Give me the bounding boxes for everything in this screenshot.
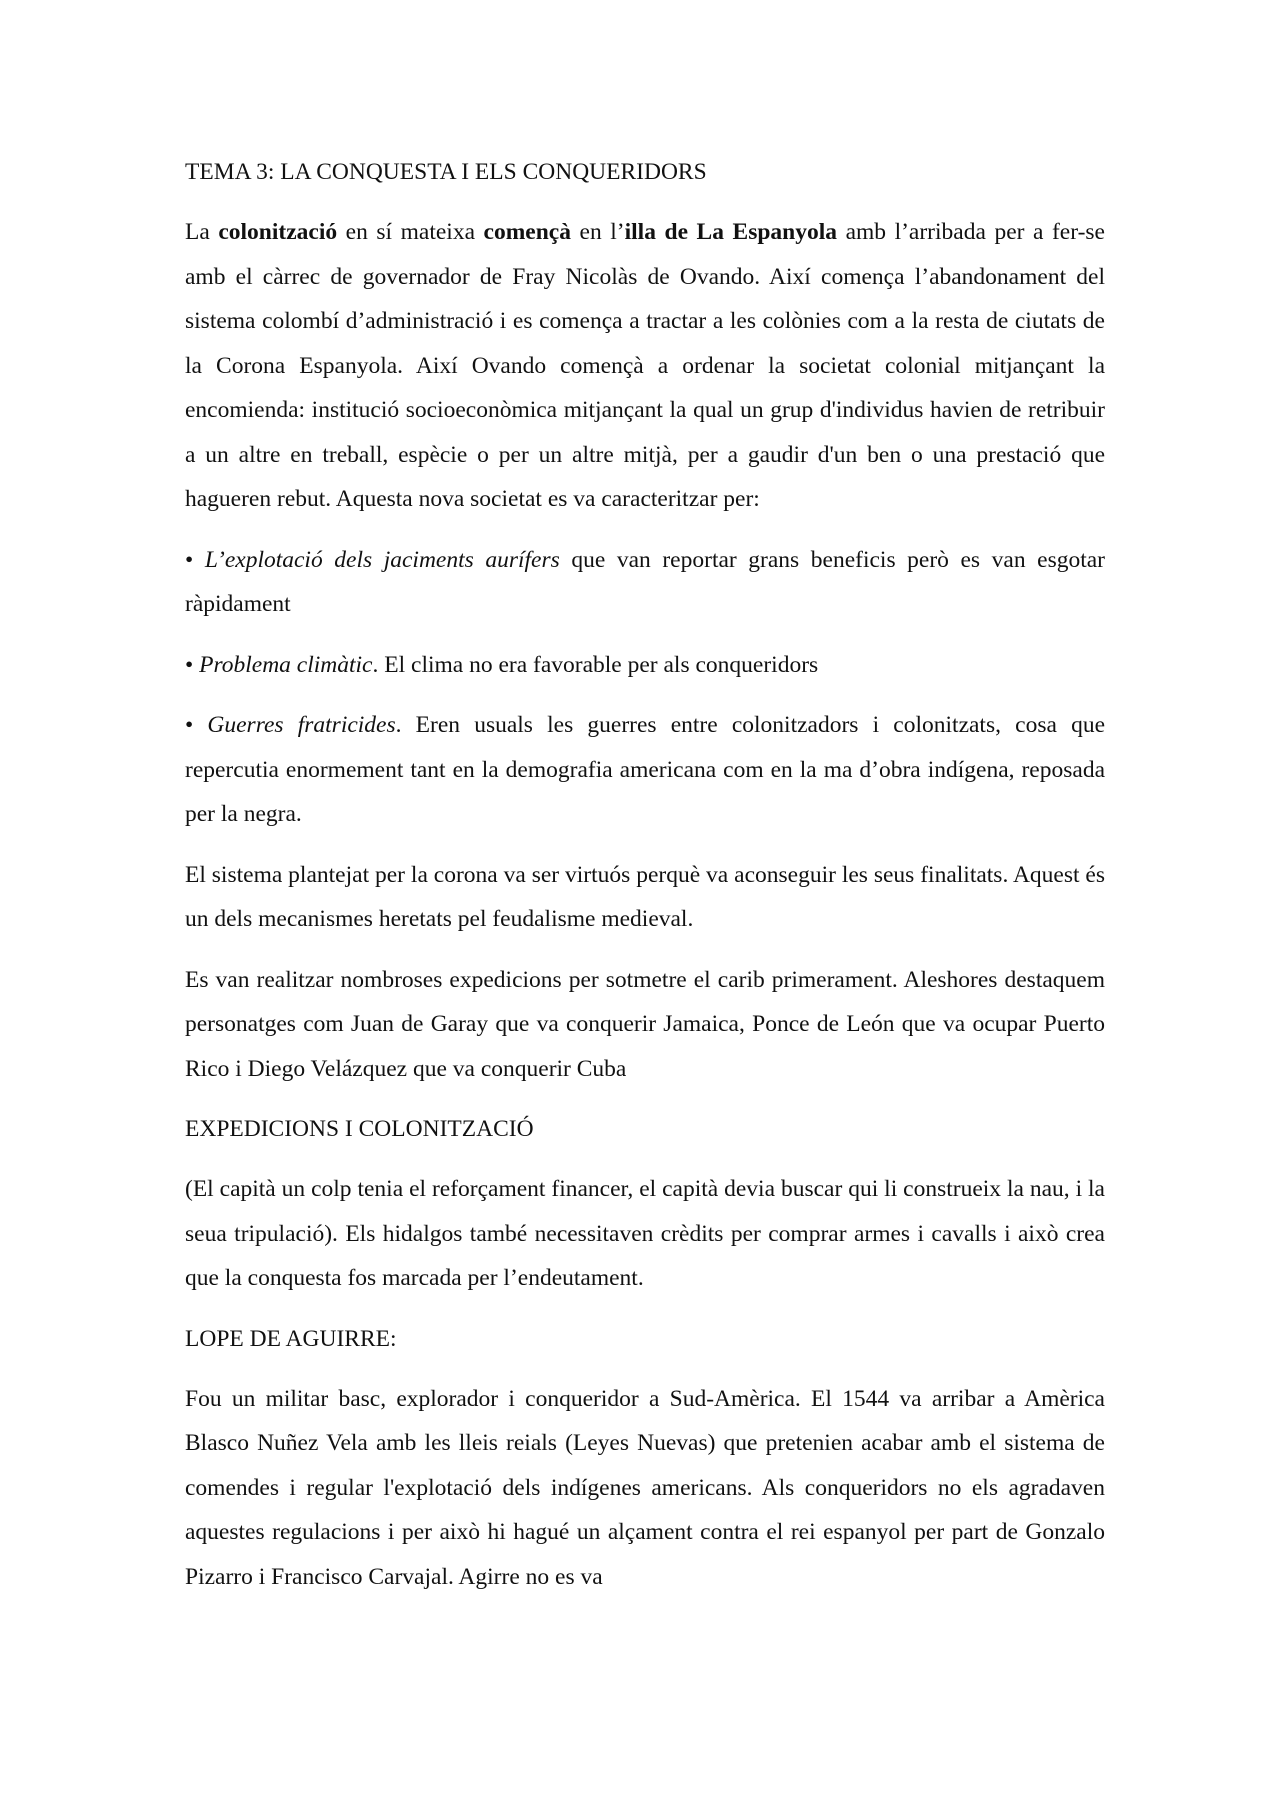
bold-term: colonització <box>218 219 338 245</box>
paragraph-expedicions: Es van realitzar nombroses expedicions per sotmetre el carib primerament. Aleshores destaquem personatges com Juan de Garay que va conquerir Jamaica, Ponce de León que va ocupar Puerto Rico i Diego Velázquez que va conquerir Cuba <box>185 966 1105 1082</box>
paragraph-sistema: El sistema plantejat per la corona va ser virtuós perquè va aconseguir les seus finalitats. Aquest és un dels mecanismes heretats pel feudalisme medieval. <box>185 861 1105 932</box>
bullet-icon: • <box>185 651 200 678</box>
bullet-item: • Guerres fratricides. Eren usuals les guerres entre colonitzadors i colonitzats, cosa que repercutia enormement tant en la demografia americana com en la ma d’obra indígena, reposada per la negra. <box>185 712 1106 827</box>
paragraph-colonitzacio: La colonització en sí mateixa començà en l’illa de La Espanyola amb l’arribada per a fer-se amb el càrrec de governador de Fray Nicolàs de Ovando. Així comença l’abandonament del sistema colombí d’administració i es comença a tractar a les colònies com a la resta de ciutats de la Corona Espanyola. Així Ovando començà a ordenar la societat colonial mitjançant la encomienda: institució socioeconòmica mitjançant la qual un grup d'individus havien de retribuir a un altre en treball, espècie o per un altre mitjà, per a gaudir d'un ben o una prestació que hagueren rebut. Aquesta nova societat es va caracteritzar per: <box>185 219 1105 512</box>
document-title: TEMA 3: LA CONQUESTA I ELS CONQUERIDORS <box>185 159 707 185</box>
paragraph-lope-de-aguirre: Fou un militar basc, explorador i conqueridor a Sud-Amèrica. El 1544 va arribar a Amèrica Blasco Nuñez Vela amb les lleis reials (Leyes Nuevas) que pretenien acabar amb el sistema de comendes i regular l'explotació dels indígenes americans. Als conqueridors no els agradaven aquestes regulacions i per això hi hagué un alçament contra el rei espanyol per part de Gonzalo Pizarro i Francisco Carvajal. Agirre no es va <box>185 1385 1105 1590</box>
bold-term: illa de La Espanyola <box>624 219 838 245</box>
bullet-icon: • <box>185 712 208 738</box>
bullet-item: • L’explotació dels jaciments aurífers que van reportar grans beneficis però es van esgotar ràpidament <box>185 546 1106 617</box>
bullet-item: • Problema climàtic. El clima no era favorable per als conqueridors <box>185 651 819 678</box>
section-heading-expedicions: EXPEDICIONS I COLONITZACIÓ <box>185 1116 534 1142</box>
bullet-icon: • <box>185 546 205 573</box>
paragraph-capita: (El capità un colp tenia el reforçament financer, el capità devia buscar qui li construeix la nau, i la seua tripulació). Els hidalgos també necessitaven crèdits per comprar armes i cavalls i això crea que la conquesta fos marcada per l’endeutament. <box>185 1176 1105 1291</box>
section-heading-lope-de-aguirre: LOPE DE AGUIRRE: <box>185 1325 397 1352</box>
document-page <box>185 150 1105 1615</box>
bold-term: començà <box>483 219 571 245</box>
